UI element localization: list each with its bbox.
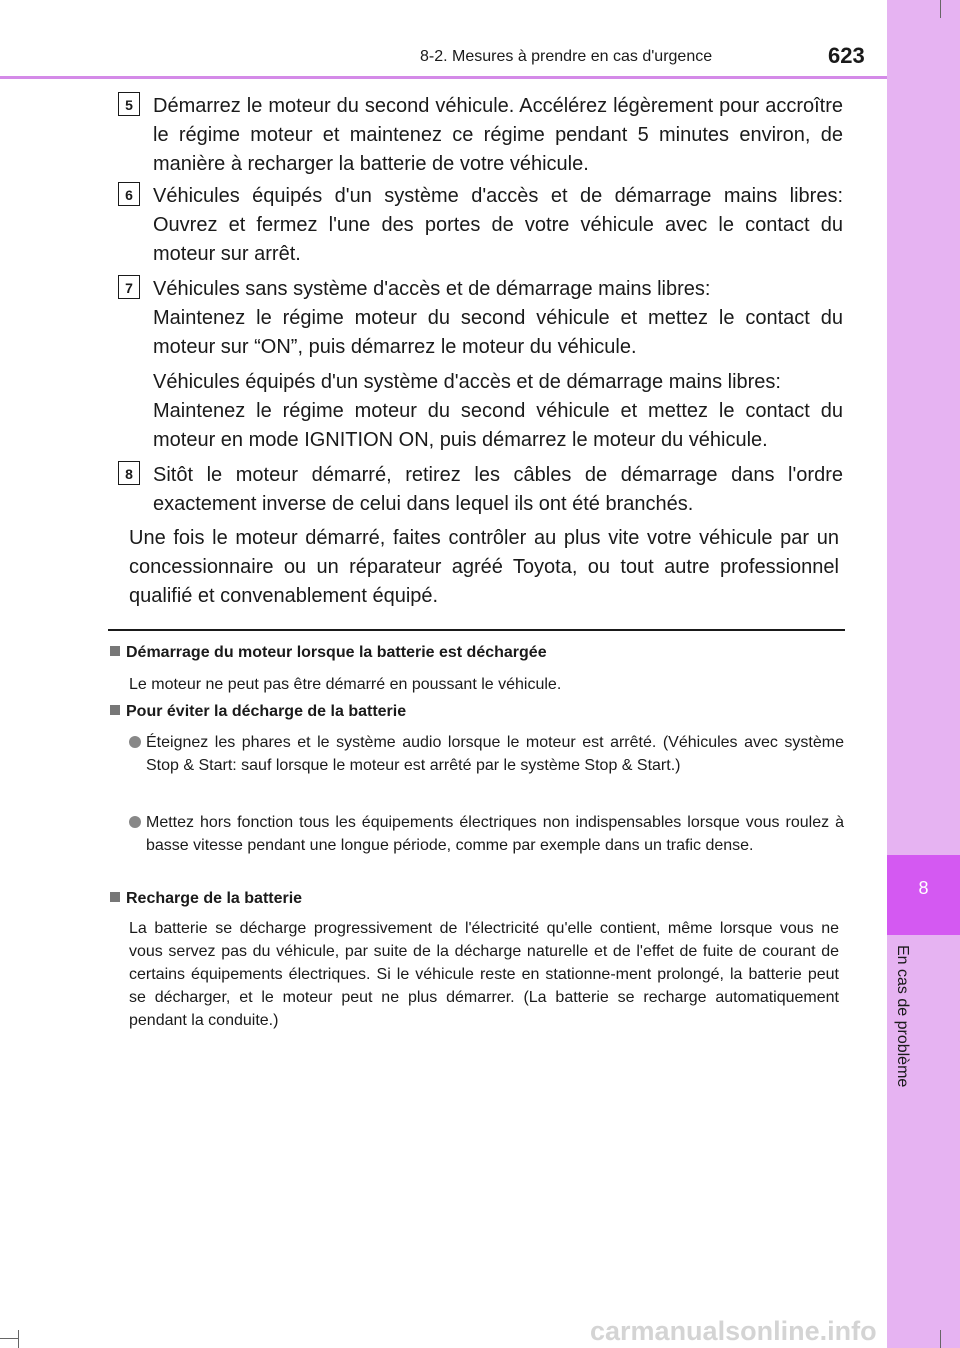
step-text: Véhicules équipés d'un système d'accès et de démarrage mains libres: Ouvrez et fermez l'une des portes de votre véhicule avec le contact du moteur sur arrêt. xyxy=(153,185,843,265)
square-bullet-icon xyxy=(110,646,120,656)
step-8 xyxy=(118,461,843,519)
square-bullet-icon xyxy=(110,705,120,715)
step-number: 6 xyxy=(118,182,140,206)
crop-mark xyxy=(940,1330,941,1348)
crop-mark xyxy=(0,1338,18,1339)
step-text: Démarrez le moteur du second véhicule. Accélérez légèrement pour accroître le régime moteur et maintenez ce régime pendant 5 minutes environ, de manière à recharger la batterie de votre véhicule. xyxy=(153,95,843,175)
note-body-1: Le moteur ne peut pas être démarré en poussant le véhicule. xyxy=(129,676,562,693)
step-text: Véhicules sans système d'accès et de démarrage mains libres: xyxy=(153,278,711,300)
crop-mark xyxy=(940,0,941,18)
note-heading-2: Pour éviter la décharge de la batterie xyxy=(110,703,406,721)
note-body-3: La batterie se décharge progressivement de l'électricité qu'elle contient, même lorsque vous ne vous servez pas du véhicule, par suite de la décharge naturelle et de l'effet de fuite de courant de certains équipements électriques. Si le véhicule reste en stationne-ment prolongé, la batterie peut se décharger, et le moteur peut ne plus démarrer. (La batterie se recharge automatiquement pendant la conduite.) xyxy=(129,920,839,1029)
header-rule xyxy=(0,76,887,79)
step-number: 7 xyxy=(118,275,140,299)
section-divider xyxy=(108,629,845,631)
note-heading-3: Recharge de la batterie xyxy=(110,890,302,908)
circle-bullet-icon xyxy=(129,736,141,748)
note-bullet-1: Éteignez les phares et le système audio lorsque le moteur est arrêté. (Véhicules avec système Stop & Start: sauf lorsque le moteur est arrêté par le système Stop & Start.) xyxy=(129,731,844,777)
section-title: 8-2. Mesures à prendre en cas d'urgence xyxy=(420,48,713,65)
chapter-side-tab xyxy=(887,0,960,1348)
chapter-label: En cas de problème xyxy=(894,945,911,1088)
step-text-4: Maintenez le régime moteur du second véhicule et mettez le contact du moteur en mode IGNITION ON, puis démarrez le moteur du véhicule. xyxy=(153,400,843,451)
note-heading-1: Démarrage du moteur lorsque la batterie est déchargée xyxy=(110,644,547,662)
circle-bullet-icon xyxy=(129,816,141,828)
page-number: 623 xyxy=(828,43,865,68)
chapter-number: 8 xyxy=(918,878,929,898)
note-bullet-2: Mettez hors fonction tous les équipements électriques non indispensables lorsque vous roulez à basse vitesse pendant une longue période, comme par exemple dans un trafic dense. xyxy=(129,811,844,857)
closing-paragraph: Une fois le moteur démarré, faites contrôler au plus vite votre véhicule par un concessionnaire ou un réparateur agréé Toyota, ou tout autre professionnel qualifié et convenablement équipé. xyxy=(129,527,839,607)
step-number: 8 xyxy=(118,461,140,485)
step-6 xyxy=(118,182,843,269)
square-bullet-icon xyxy=(110,892,120,902)
step-text-2: Maintenez le régime moteur du second véhicule et mettez le contact du moteur sur “ON”, puis démarrez le moteur du véhicule. xyxy=(153,307,843,358)
watermark: carmanualsonline.info xyxy=(590,1316,877,1346)
step-text: Sitôt le moteur démarré, retirez les câbles de démarrage dans l'ordre exactement inverse de celui dans lequel ils ont été branchés. xyxy=(153,464,843,515)
step-text-3: Véhicules équipés d'un système d'accès et de démarrage mains libres: xyxy=(153,371,781,393)
step-7 xyxy=(118,275,843,455)
step-number: 5 xyxy=(118,92,140,116)
step-5 xyxy=(118,92,843,179)
crop-mark xyxy=(18,1330,19,1348)
